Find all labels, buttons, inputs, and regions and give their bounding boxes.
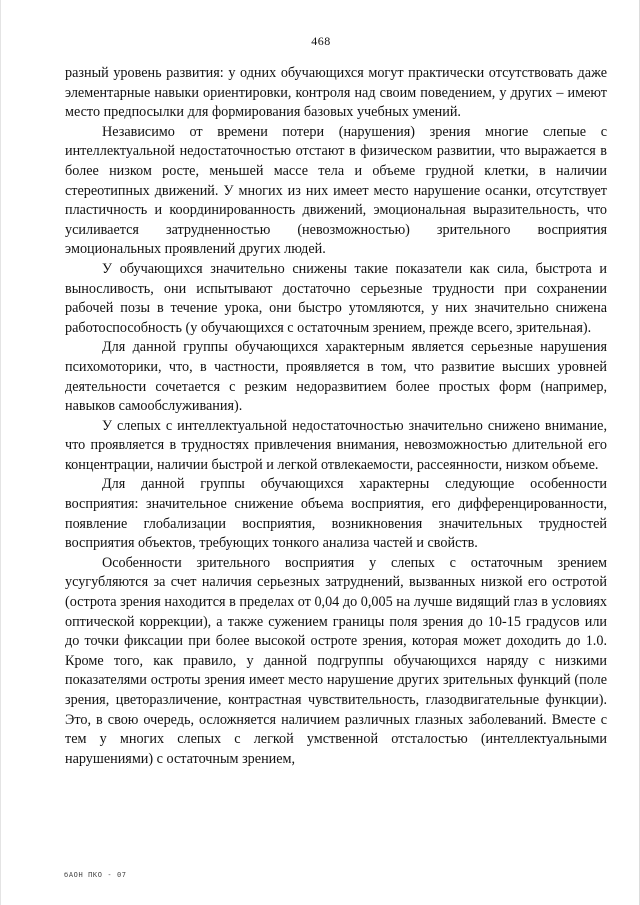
- paragraph: разный уровень развития: у одних обучающихся могут практически отсутствовать даже элементарные навыки ориентировки, контроля над своим поведением, у других – имеют место предпосылки для формирования базовых учебных умений.: [65, 65, 607, 121]
- paragraph: Для данной группы обучающихся характерны следующие особенности восприятия: значительное снижение объема восприятия, его дифференцированности, появление глобализации восприятия, возникновения значительных трудностей восприятия объектов, требующих тонкого анализа частей и свойств.: [65, 476, 607, 552]
- paragraph: Особенности зрительного восприятия у слепых с остаточным зрением усугубляются за счет наличия серьезных затруднений, вызванных низкой его остротой (острота зрения находится в пределах от 0,04 до 0,005 на лучше видящий глаз в условиях оптической коррекции), а также сужением границы поля зрения до 10-15 градусов или до точки фиксации при более высокой остроте зрения, которая может доходить до 1.0. Кроме того, как правило, у данной подгруппы обучающихся наряду с низкими показателями остроты зрения имеет место нарушение других зрительных функций (поле зрения, цветоразличение, контрастная чувствительность, глазодвигательные функции). Это, в свою очередь, осложняется наличием различных глазных заболеваний. Вместе с тем у многих слепых с легкой умственной отсталостью (интеллектуальными нарушениями) с остаточным зрением,: [65, 554, 607, 767]
- footer-code: бАОН ПКО - 07: [64, 871, 127, 879]
- paragraph: Независимо от времени потери (нарушения) зрения многие слепые с интеллектуальной недостаточностью отстают в физическом развитии, что выражается в более низком росте, меньшей массе тела и объеме грудной клетки, в наличии стереотипных движений. У многих из них имеет место нарушение осанки, отсутствует пластичность и координированность движений, эмоциональная выразительность, что усиливается затрудненностью (невозможностью) зрительного восприятия эмоциональных проявлений других людей.: [65, 123, 607, 258]
- body-text: [65, 64, 607, 769]
- paragraph: У слепых с интеллектуальной недостаточностью значительно снижено внимание, что проявляется в трудностях привлечения внимания, невозможностью длительной его концентрации, наличии быстрой и легкой отвлекаемости, рассеянности, низком объеме.: [65, 417, 607, 473]
- paragraph: У обучающихся значительно снижены такие показатели как сила, быстрота и выносливость, они испытывают достаточно серьезные трудности при сохранении рабочей позы в течение урока, они быстро утомляются, у них значительно снижена работоспособность (у обучающихся с остаточным зрением, прежде всего, зрительная).: [65, 260, 607, 336]
- paragraph: Для данной группы обучающихся характерным является серьезные нарушения психомоторики, что, в частности, проявляется в том, что развитие высших уровней деятельности сочетается с резким недоразвитием более простых форм (например, навыков самообслуживания).: [65, 339, 607, 415]
- page-number: 468: [311, 34, 331, 48]
